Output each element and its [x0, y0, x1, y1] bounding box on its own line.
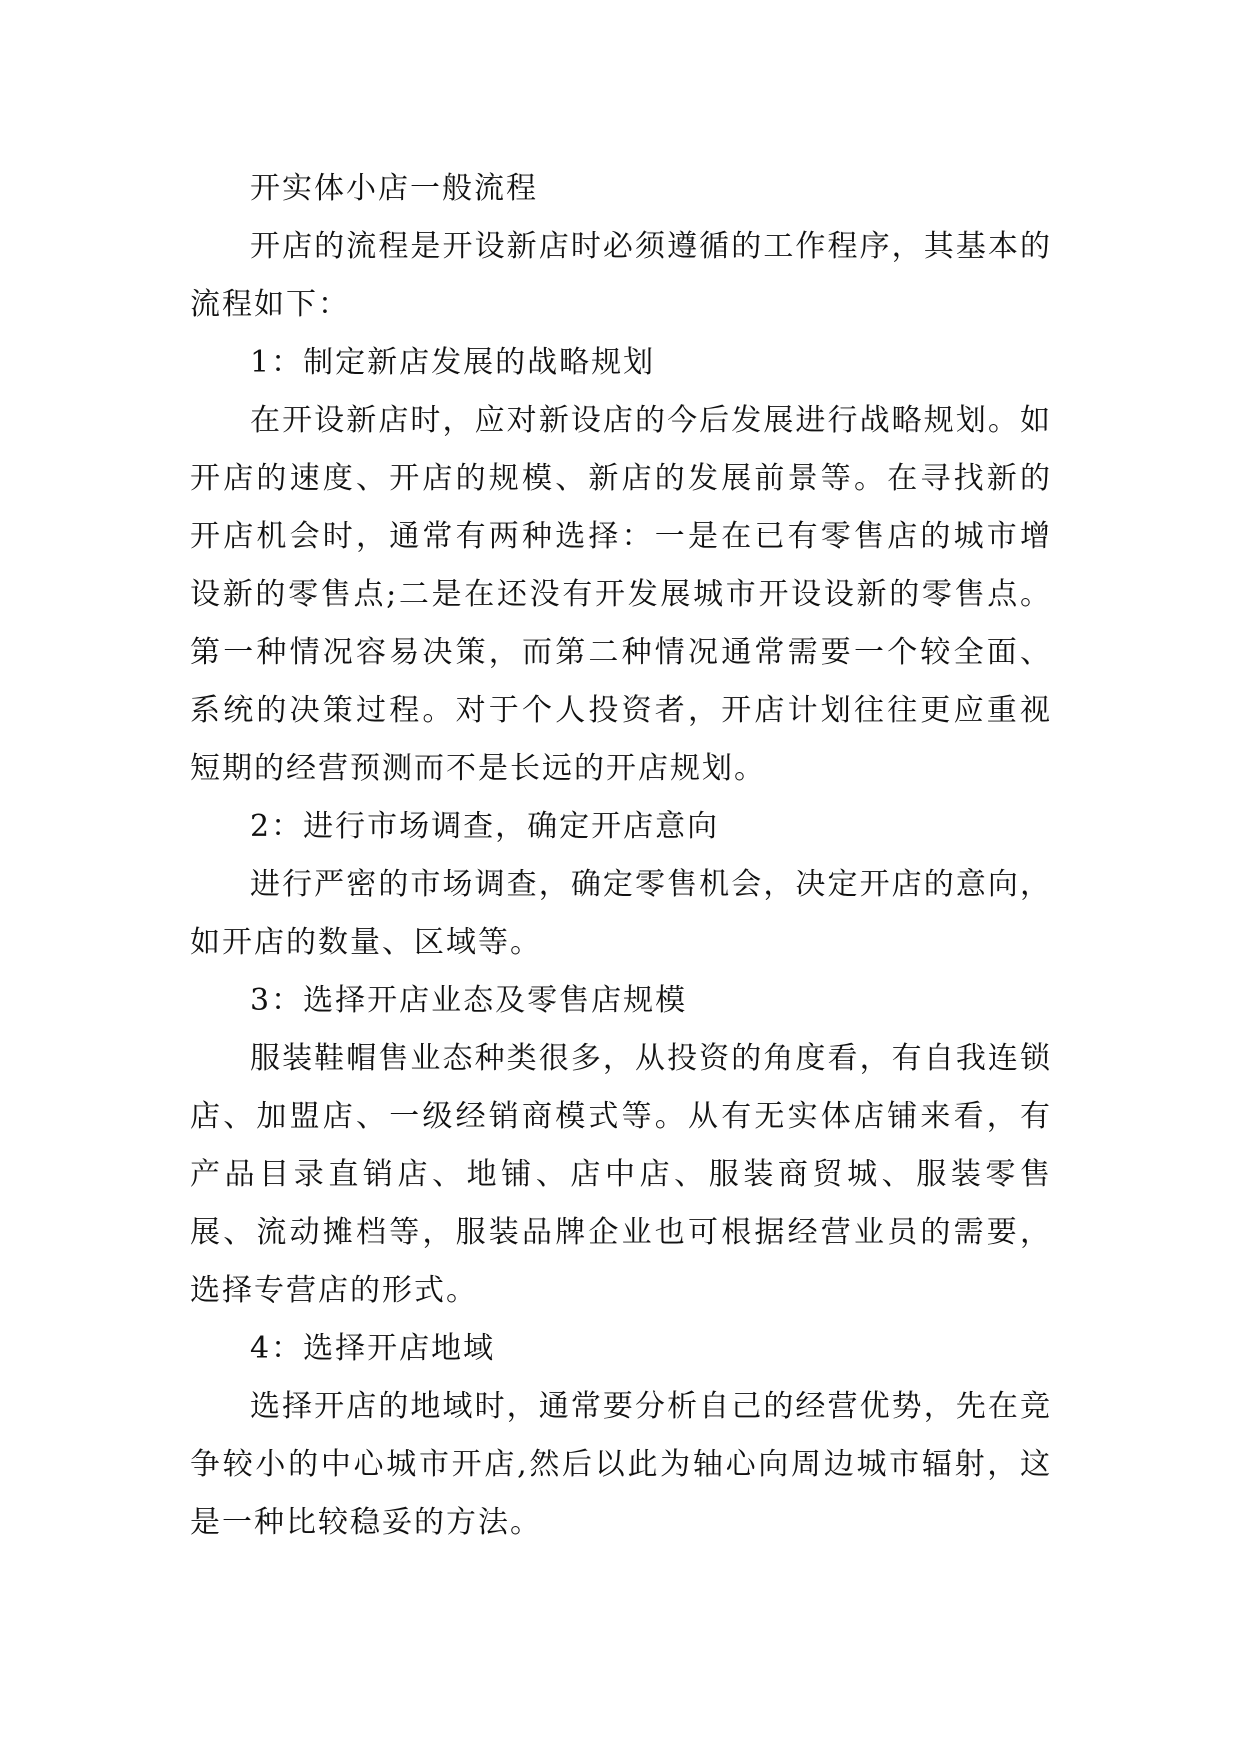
document-body [190, 160, 1052, 1552]
step-3-paragraph: 服装鞋帽售业态种类很多，从投资的角度看，有自我连锁店、加盟店、一级经销商模式等。从有无实体店铺来看，有产品目录直销店、地铺、店中店、服装商贸城、服装零售展、流动摊档等，服装品牌企业也可根据经营业员的需要，选择专营店的形式。 [190, 1041, 1052, 1308]
step-4-paragraph: 选择开店的地域时，通常要分析自己的经营优势，先在竞争较小的中心城市开店,然后以此为轴心向周边城市辐射，这是一种比较稳妥的方法。 [190, 1389, 1052, 1540]
step-4-heading: 4：选择开店地域 [250, 1331, 496, 1366]
step-1-heading: 1：制定新店发展的战略规划 [250, 345, 656, 380]
intro-paragraph: 开店的流程是开设新店时必须遵循的工作程序，其基本的流程如下： [190, 229, 1052, 322]
step-3-heading: 3：选择开店业态及零售店规模 [250, 983, 688, 1018]
step-1-paragraph: 在开设新店时，应对新设店的今后发展进行战略规划。如开店的速度、开店的规模、新店的发展前景等。在寻找新的开店机会时，通常有两种选择：一是在已有零售店的城市增设新的零售点;二是在还没有开发展城市开设设新的零售点。第一种情况容易决策，而第二种情况通常需要一个较全面、系统的决策过程。对于个人投资者，开店计划往往更应重视短期的经营预测而不是长远的开店规划。 [190, 403, 1052, 786]
step-2-heading: 2：进行市场调查，确定开店意向 [250, 809, 720, 844]
document-title: 开实体小店一般流程 [250, 171, 538, 206]
step-2-paragraph: 进行严密的市场调查，确定零售机会，决定开店的意向，如开店的数量、区域等。 [190, 867, 1052, 960]
